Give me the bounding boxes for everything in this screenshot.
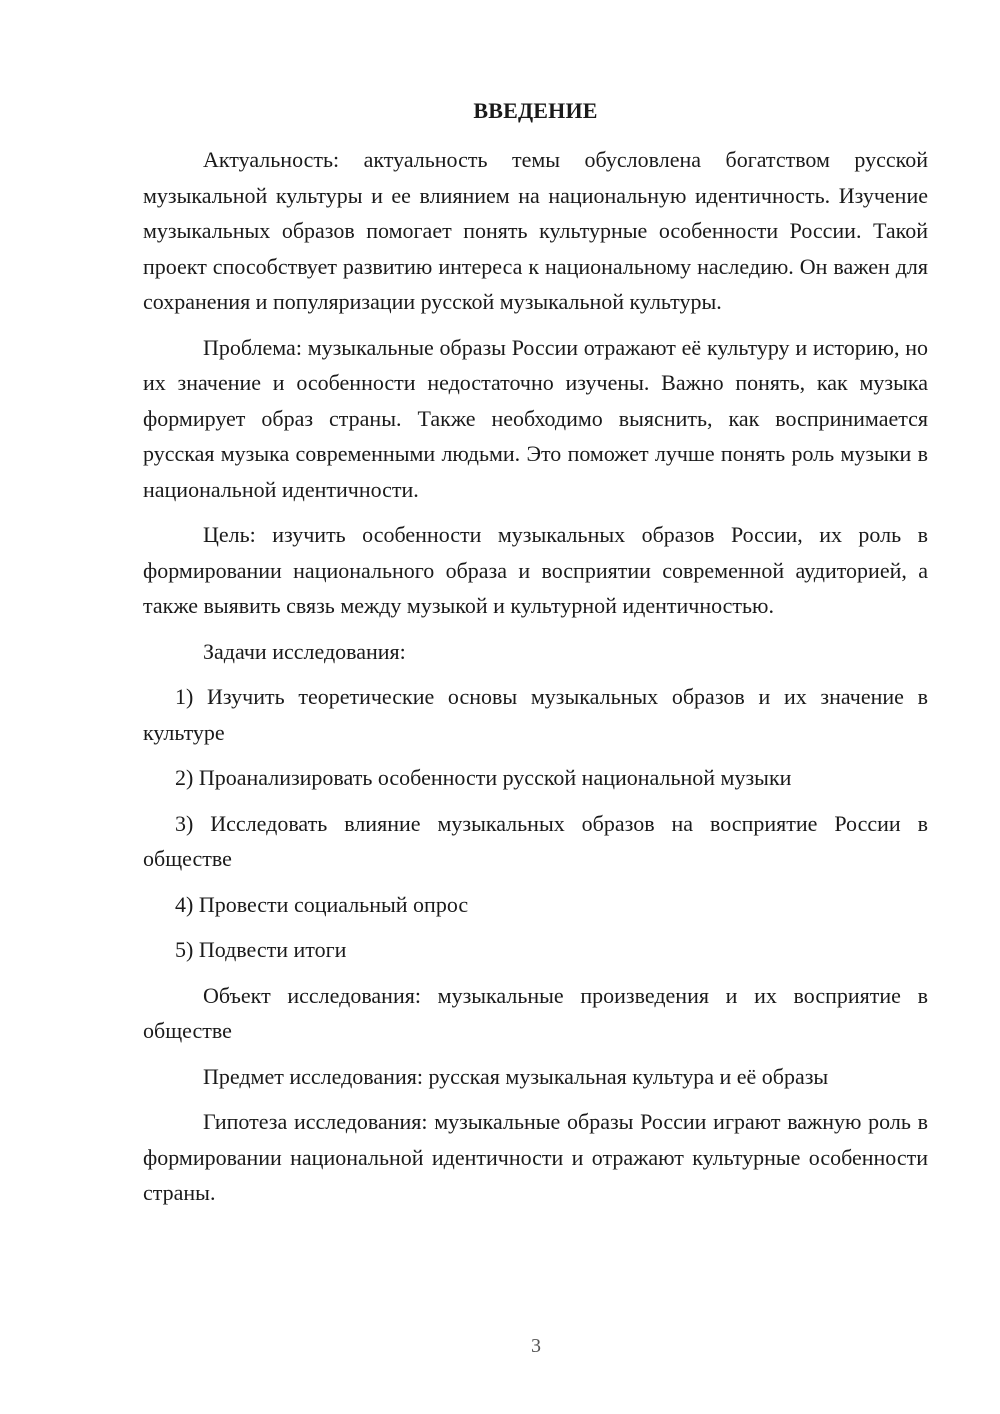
task-item-4: 4) Провести социальный опрос [175,891,469,917]
object-paragraph: Объект исследования: музыкальные произведения и их восприятие в обществе [143,982,928,1043]
page-content [143,96,928,1221]
task-item-3: 3) Исследовать влияние музыкальных образов на восприятие России в обществе [143,810,928,871]
problem-paragraph: Проблема: музыкальные образы России отражают её культуру и историю, но их значение и особенности недостаточно изучены. Важно понять, как музыка формирует образ страны. Также необходимо выяснить, как воспринимается русская музыка современными людьми. Это поможет лучше понять роль музыки в национальной идентичности. [143,334,928,502]
page-number: 3 [531,1335,541,1357]
subject-paragraph: Предмет исследования: русская музыкальная культура и её образы [203,1063,829,1089]
tasks-heading: Задачи исследования: [203,638,406,664]
task-item-2: 2) Проанализировать особенности русской национальной музыки [175,765,792,790]
task-item-1: 1) Изучить теоретические основы музыкальных образов и их значение в культуре [143,684,928,745]
goal-paragraph: Цель: изучить особенности музыкальных образов России, их роль в формировании национального образа и восприятии современной аудиторией, а также выявить связь между музыкой и культурной идентичностью. [143,522,928,618]
task-item-5: 5) Подвести итоги [175,937,347,962]
hypothesis-paragraph: Гипотеза исследования: музыкальные образы России играют важную роль в формировании национальной идентичности и отражают культурные особенности страны. [143,1109,928,1205]
relevance-paragraph: Актуальность: актуальность темы обусловлена богатством русской музыкальной культуры и ее влиянием на национальную идентичность. Изучение музыкальных образов помогает понять культурные особенности России. Такой проект способствует развитию интереса к национальному наследию. Он важен для сохранения и популяризации русской музыкальной культуры. [143,147,928,314]
section-title: ВВЕДЕНИЕ [473,98,598,123]
